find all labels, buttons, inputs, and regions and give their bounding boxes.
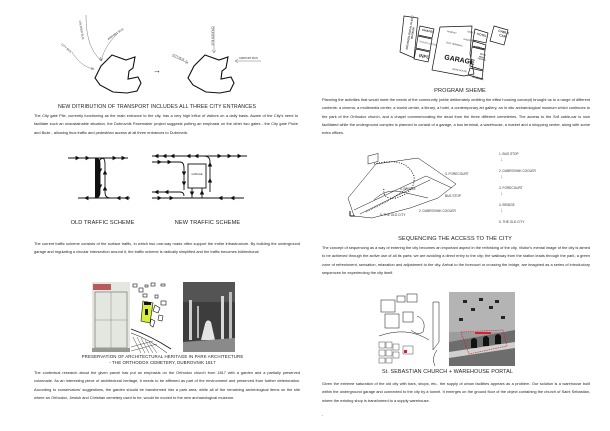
sequence-text: The concept of sequencing as a way of entering the city becomes an important aspect in the rethinking of the city. Visitor's mental image of the city is aimed to be achieved through the active use of all its parts: we are avoiding a direct entry to the city; the walkway from the station leads through the park, a green zone of refreshment, sensation, relaxation and adjustment to the city. Arrival to the forecourt or crossing the bridge, are imagined as a series of introductory sequences for experiencing the city itself.	[322, 245, 590, 275]
label-city-bus: CITY BUS	[60, 42, 73, 54]
block-warehouse: WAREHOUSE	[451, 68, 468, 74]
block-multimedia: MULTI MEDIA CENTER	[477, 53, 486, 63]
step-3: 3. FORECOURT	[499, 186, 523, 190]
transport-caption: NEW DITRIBUTION OF TRANSPORT INCLUDES ALL THREE CITY ENTRANCES	[58, 104, 257, 110]
map-label-old-city: 5. THE OLD CITY	[380, 213, 406, 217]
block-bus-terminal: BUS TERMINAL	[445, 42, 463, 48]
church-text: Given the extreme saturation of the old city with bars, shops, etc., the supply of urban facilities appears as a problem. Our solution is a warehouse built within the underground garage and connected to the city by a tunnel. It emerges on the ground floor of the object containing the church of Saint Sebastian, where the existing shop is transformed to a supply warehouse.	[322, 381, 590, 403]
sequence-map	[346, 158, 486, 228]
block-garage: GARAGE	[443, 54, 476, 67]
warehouse-portal-photo	[449, 292, 515, 366]
trailing-mark: .	[322, 412, 324, 418]
block-chapel: CHAPEL	[421, 27, 435, 35]
heritage-caption-line2: - THE ORTHODOX CEMETERY, DUBROVNIK 1817	[109, 360, 216, 365]
cemetery-site-plan	[131, 281, 173, 353]
block-tourist-center: TOURIST CENTER	[418, 41, 437, 47]
program-block-outlines	[400, 14, 520, 84]
new-traffic-caption: NEW TRAFFIC SCHEME	[174, 220, 241, 226]
arrow-right-icon: →	[153, 66, 161, 75]
city-outline-after	[188, 55, 238, 105]
sequence-caption: SEQUENCING THE ACCESS TO THE CITY	[398, 236, 512, 242]
block-cinema: CINEMA	[471, 74, 485, 82]
down-arrow-icon: ↓	[500, 174, 503, 180]
step-5: 5. THE OLD CITY	[499, 220, 525, 224]
map-label-bridge: 4. BRIDGE	[400, 187, 416, 191]
block-hotel: HOTEL	[476, 31, 488, 39]
map-label-forecourt: 3. FORECOURT	[445, 172, 469, 176]
traffic-text: The current traffic scheme consists of the surface traffic, in which two one-way roads often support the entire infrastructure. By building the underground garage and regulating a circular intersection around it, the traffic scheme is radically simplified and the traffic becomes bidirectional.	[34, 241, 300, 255]
step-2: 2. DUBROVNIK COOLER	[499, 169, 536, 173]
label-cruiser-bus-new: CRUISER BUS	[210, 26, 215, 46]
program-caption: PROGRAM SHEME	[434, 88, 486, 94]
new-traffic-scheme	[152, 152, 247, 202]
st-sebastian-site-plan	[377, 292, 445, 366]
block-library: LIBRARY	[473, 44, 487, 52]
block-office: OFFICE	[466, 31, 476, 35]
label-airport-bus-new: AIRPORT BUS	[239, 56, 258, 60]
down-arrow-icon: ↓	[500, 208, 503, 214]
church-elevation-drawing	[92, 282, 130, 352]
garage-label: GARAGE	[191, 173, 203, 176]
down-arrow-icon: ↓	[500, 191, 503, 197]
old-traffic-caption: OLD TRAFFIC SCHEME	[70, 220, 135, 226]
block-info: INFO	[418, 52, 431, 61]
heritage-text: The contextual research about the given parcel has put an emphasis on the Orthodox church from 1817 with a garden and a partially preserved colonnade. As an interesting piece of architectural heritage, it needs to be affirmed as part of the environment and preserved from further deterioration. According to conservators' suggestions, the garden should be transformed into a park area, while all of the remaining archeological items on the site where an Orthodox, Jewish and Christian cemetery used to be, would be moved to the new archaeological museum.	[34, 370, 300, 400]
block-museum: ARCHAEOLOGICAL IN SITU MUSEUM	[405, 15, 416, 51]
label-airport-bus: AIRPORT BUS	[106, 26, 125, 42]
program-text: Planning the activities that would meet the needs of the community (while deliberately omitting the elitist housing concept) brought us to a range of different contents: a cinema, a multimedia center, a tourist center, a library, a hotel, a contemporary art gallery, an in situ archaeological museum which continues to the park of the Orthodox church, and a chapel commemorating the dead from the three different cemeteries. The access to the Srđ cable-car is now facilitated while the underground complex is planned to consist of a garage, a bus terminal, a warehouse, a market and a shopping center, along with some extra offices.	[322, 97, 590, 136]
old-traffic-scheme	[68, 152, 133, 202]
map-label-cooler: 2. DUBROVNIK COOLER	[419, 209, 456, 213]
arrow-city-bus	[72, 50, 112, 80]
block-market: MARKET	[446, 31, 457, 35]
block-cable-car: CABLE CAR	[497, 28, 510, 39]
step-4: 4. BRIDGE	[499, 203, 515, 207]
church-caption: St. SEBASTIAN CHURCH + WAREHOUSE PORTAL	[382, 369, 513, 375]
colonnade-photo	[183, 282, 235, 352]
label-city-bus-new: CITY BUS	[171, 52, 186, 62]
step-1: 1. BUS STOP	[499, 152, 519, 156]
down-arrow-icon: ↓	[500, 157, 503, 163]
transport-text: The City gate Pile, currently functioning as the main entrance to the city, has a very high influx of visitors on a daily basis. Aware of the City's need to facilitate such an unsustainable situation, the Dubrovnik Pacemaker project suggests putting an emphasis on the other two gates - the City gate Ploče and Buže - allowing thus traffic and pedestrian access at all three entrances to Dubrovnik.	[34, 113, 298, 135]
heritage-caption-line1: PRESERVATION OF ARCHITECTURAL HERITAGE IN PARK ARCHITECTURE	[81, 354, 244, 359]
block-shopping: SHOPPING	[462, 38, 476, 44]
label-cruiser-bus: CRUISER BUS	[77, 20, 86, 40]
map-label-bus-stop: BUS STOP	[445, 194, 462, 198]
